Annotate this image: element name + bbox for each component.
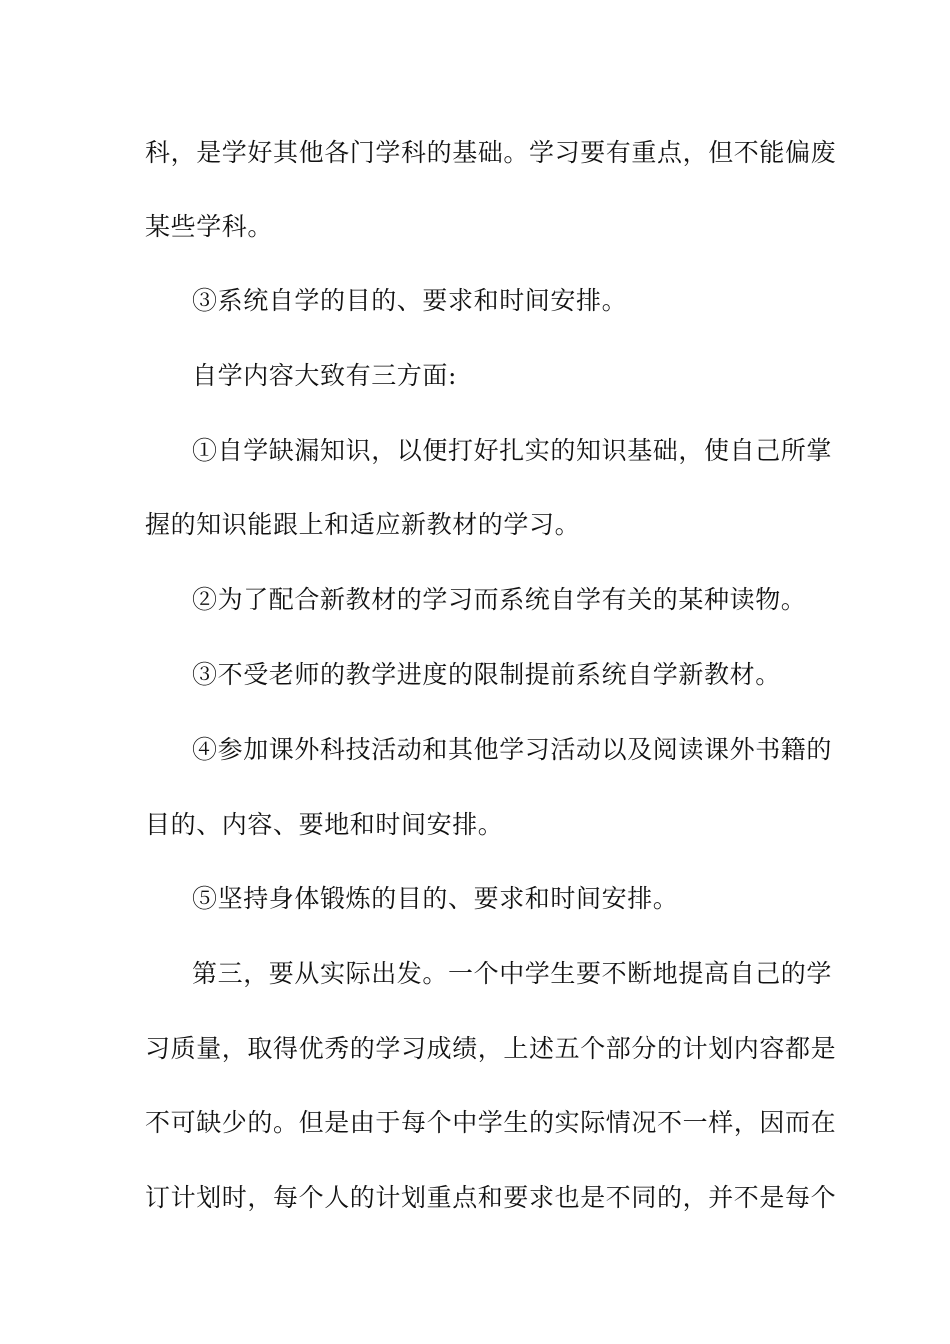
text-line: ③不受老师的教学进度的限制提前系统自学新教材。 bbox=[192, 660, 781, 689]
text-line: 科，是学好其他各门学科的基础。学习要有重点，但不能偏废 bbox=[145, 138, 837, 167]
text-line: 不可缺少的。但是由于每个中学生的实际情况不一样，因而在 bbox=[145, 1108, 837, 1137]
text-line: 目的、内容、要地和时间安排。 bbox=[145, 810, 504, 839]
text-line: ⑤坚持身体锻炼的目的、要求和时间安排。 bbox=[192, 884, 679, 913]
text-line: ④参加课外科技活动和其他学习活动以及阅读课外书籍的 bbox=[192, 735, 833, 764]
text-line: 订计划时，每个人的计划重点和要求也是不同的，并不是每个 bbox=[145, 1183, 837, 1212]
text-line: ①自学缺漏知识，以便打好扎实的知识基础，使自己所掌 bbox=[192, 436, 833, 465]
text-line: 某些学科。 bbox=[145, 212, 274, 241]
text-line: ②为了配合新教材的学习而系统自学有关的某种读物。 bbox=[192, 585, 807, 614]
text-line: 握的知识能跟上和适应新教材的学习。 bbox=[145, 510, 581, 539]
text-line: ③系统自学的目的、要求和时间安排。 bbox=[192, 286, 628, 315]
text-line: 习质量，取得优秀的学习成绩，上述五个部分的计划内容都是 bbox=[145, 1034, 837, 1063]
text-line: 第三，要从实际出发。一个中学生要不断地提高自己的学 bbox=[192, 959, 833, 988]
text-line: 自学内容大致有三方面: bbox=[192, 361, 458, 390]
